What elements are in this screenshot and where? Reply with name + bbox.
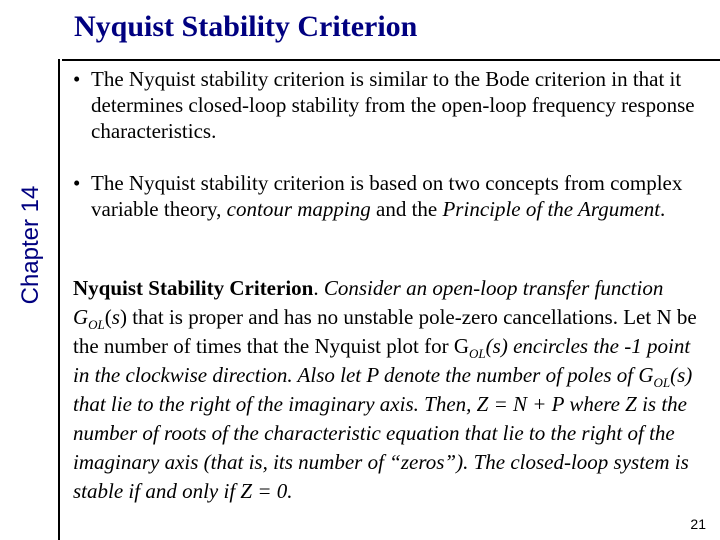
criterion-text: ) that is proper and has no unstable pole-zero cancellations. Let N be the number of times that the Nyquist plot for G bbox=[73, 305, 697, 358]
chapter-label: Chapter 14 bbox=[17, 185, 44, 305]
bullet-text-part: . bbox=[660, 197, 666, 221]
bullet-italic-term: contour mapping bbox=[226, 197, 371, 221]
side-divider bbox=[58, 59, 60, 540]
subscript: OL bbox=[469, 346, 486, 362]
bullet-text-part: The Nyquist stability criterion is based on two concepts from complex variable theory, bbox=[91, 171, 683, 221]
criterion-period: . bbox=[313, 276, 319, 300]
bullet-item bbox=[73, 170, 716, 222]
bullet-text bbox=[91, 171, 682, 221]
bullet-marker: • bbox=[73, 171, 81, 195]
bullet-marker: • bbox=[73, 67, 81, 91]
criterion-text: ( bbox=[104, 305, 112, 329]
criterion-text: (s) that lie to the right of the imaginary axis. Then, Z = N + P where Z is the number of roots of the characteristic equation that lie to the right of the imaginary axis (that is, its number of “zeros”). The closed-loop system is stable if and only if Z = 0. bbox=[73, 363, 693, 503]
subscript: OL bbox=[88, 317, 105, 333]
criterion-statement bbox=[73, 274, 705, 506]
criterion-text: Consider an open-loop transfer function G bbox=[73, 276, 664, 329]
bullet-italic-term: Principle of the Argument bbox=[442, 197, 661, 221]
bullet-text-part: and the bbox=[370, 197, 443, 221]
title-divider bbox=[62, 59, 720, 61]
criterion-heading: Nyquist Stability Criterion bbox=[73, 276, 314, 300]
slide-title: Nyquist Stability Criterion bbox=[74, 10, 418, 43]
criterion-text: (s) encircles the -1 point in the clockwise direction. Also let P denote the number of poles of G bbox=[73, 334, 691, 387]
criterion-text: s bbox=[111, 305, 120, 329]
subscript: OL bbox=[653, 375, 671, 391]
page-number: 21 bbox=[690, 516, 706, 532]
bullet-text: The Nyquist stability criterion is similar to the Bode criterion in that it determines closed-loop stability from the open-loop frequency response characteristics. bbox=[91, 67, 695, 143]
bullet-item bbox=[73, 66, 716, 144]
